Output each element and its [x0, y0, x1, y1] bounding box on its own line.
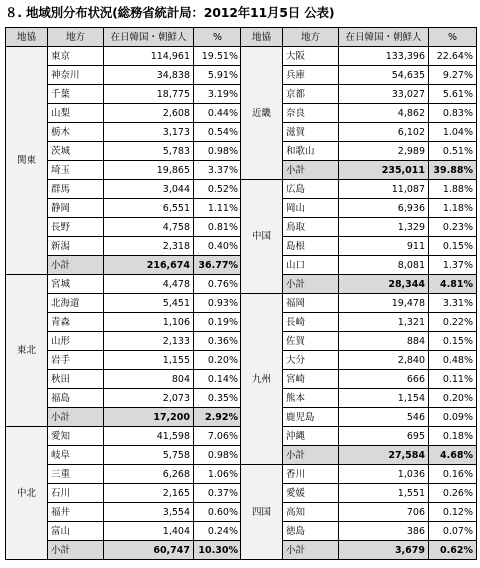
- prefecture-cell: 茨城: [48, 142, 104, 161]
- region-cell: 中国: [241, 180, 283, 294]
- population-cell: 1,404: [104, 522, 194, 541]
- percent-cell: 1.18%: [429, 199, 477, 218]
- population-cell: 4,478: [104, 275, 194, 294]
- prefecture-cell: 静岡: [48, 199, 104, 218]
- region-cell: 関東: [6, 47, 48, 275]
- percent-cell: 0.40%: [194, 237, 242, 256]
- prefecture-cell: 大分: [283, 351, 339, 370]
- prefecture-cell: 長野: [48, 218, 104, 237]
- population-cell: 3,173: [104, 123, 194, 142]
- population-cell: 6,268: [104, 465, 194, 484]
- prefecture-cell: 佐賀: [283, 332, 339, 351]
- percent-cell: 0.35%: [194, 389, 242, 408]
- prefecture-cell: 東京: [48, 47, 104, 66]
- prefecture-cell: 奈良: [283, 104, 339, 123]
- population-cell: 41,598: [104, 427, 194, 446]
- population-cell: 27,584: [339, 446, 429, 465]
- percent-cell: 1.06%: [194, 465, 242, 484]
- percent-cell: 0.98%: [194, 446, 242, 465]
- percent-cell: 0.81%: [194, 218, 242, 237]
- prefecture-cell: 秋田: [48, 370, 104, 389]
- population-cell: 1,321: [339, 313, 429, 332]
- prefecture-cell: 和歌山: [283, 142, 339, 161]
- population-cell: 3,044: [104, 180, 194, 199]
- population-cell: 804: [104, 370, 194, 389]
- percent-cell: 10.30%: [194, 541, 242, 560]
- percent-cell: 2.92%: [194, 408, 242, 427]
- percent-cell: 3.31%: [429, 294, 477, 313]
- percent-cell: 0.98%: [194, 142, 242, 161]
- prefecture-cell: 小計: [283, 541, 339, 560]
- population-cell: 54,635: [339, 66, 429, 85]
- prefecture-cell: 高知: [283, 503, 339, 522]
- prefecture-cell: 富山: [48, 522, 104, 541]
- percent-cell: 0.93%: [194, 294, 242, 313]
- header-population: 在日韓国・朝鮮人: [339, 28, 429, 47]
- population-cell: 706: [339, 503, 429, 522]
- prefecture-cell: 山口: [283, 256, 339, 275]
- percent-cell: 4.81%: [429, 275, 477, 294]
- percent-cell: 0.20%: [194, 351, 242, 370]
- population-cell: 6,936: [339, 199, 429, 218]
- percent-cell: 0.15%: [429, 332, 477, 351]
- prefecture-cell: 宮崎: [283, 370, 339, 389]
- percent-cell: 0.83%: [429, 104, 477, 123]
- percent-cell: 1.11%: [194, 199, 242, 218]
- prefecture-cell: 岡山: [283, 199, 339, 218]
- population-cell: 19,478: [339, 294, 429, 313]
- prefecture-cell: 新潟: [48, 237, 104, 256]
- prefecture-cell: 福岡: [283, 294, 339, 313]
- prefecture-cell: 愛媛: [283, 484, 339, 503]
- percent-cell: 0.60%: [194, 503, 242, 522]
- prefecture-cell: 広島: [283, 180, 339, 199]
- percent-cell: 4.68%: [429, 446, 477, 465]
- percent-cell: 0.37%: [194, 484, 242, 503]
- prefecture-cell: 大阪: [283, 47, 339, 66]
- population-cell: 19,865: [104, 161, 194, 180]
- population-cell: 33,027: [339, 85, 429, 104]
- percent-cell: 1.37%: [429, 256, 477, 275]
- table-header-row: [6, 28, 242, 47]
- prefecture-cell: 鹿児島: [283, 408, 339, 427]
- population-cell: 114,961: [104, 47, 194, 66]
- prefecture-cell: 宮城: [48, 275, 104, 294]
- prefecture-cell: 神奈川: [48, 66, 104, 85]
- percent-cell: 0.62%: [429, 541, 477, 560]
- prefecture-cell: 鳥取: [283, 218, 339, 237]
- header-prefecture: 地方: [48, 28, 104, 47]
- header-prefecture: 地方: [283, 28, 339, 47]
- percent-cell: 0.51%: [429, 142, 477, 161]
- percent-cell: 7.06%: [194, 427, 242, 446]
- percent-cell: 0.23%: [429, 218, 477, 237]
- population-cell: 1,036: [339, 465, 429, 484]
- percent-cell: 5.61%: [429, 85, 477, 104]
- percent-cell: 0.26%: [429, 484, 477, 503]
- population-cell: 1,155: [104, 351, 194, 370]
- population-cell: 6,102: [339, 123, 429, 142]
- prefecture-cell: 小計: [283, 275, 339, 294]
- region-cell: 四国: [241, 465, 283, 560]
- percent-cell: 0.20%: [429, 389, 477, 408]
- percent-cell: 36.77%: [194, 256, 242, 275]
- percent-cell: 0.22%: [429, 313, 477, 332]
- prefecture-cell: 岐阜: [48, 446, 104, 465]
- percent-cell: 39.88%: [429, 161, 477, 180]
- population-cell: 6,551: [104, 199, 194, 218]
- population-cell: 2,133: [104, 332, 194, 351]
- percent-cell: 3.37%: [194, 161, 242, 180]
- percent-cell: 1.88%: [429, 180, 477, 199]
- population-cell: 884: [339, 332, 429, 351]
- prefecture-cell: 京都: [283, 85, 339, 104]
- population-cell: 1,106: [104, 313, 194, 332]
- population-cell: 2,840: [339, 351, 429, 370]
- population-cell: 911: [339, 237, 429, 256]
- population-cell: 3,679: [339, 541, 429, 560]
- percent-cell: 0.36%: [194, 332, 242, 351]
- population-cell: 666: [339, 370, 429, 389]
- population-cell: 8,081: [339, 256, 429, 275]
- header-region: 地協: [241, 28, 283, 47]
- prefecture-cell: 滋賀: [283, 123, 339, 142]
- prefecture-cell: 北海道: [48, 294, 104, 313]
- population-cell: 1,551: [339, 484, 429, 503]
- population-cell: 5,758: [104, 446, 194, 465]
- percent-cell: 0.18%: [429, 427, 477, 446]
- percent-cell: 22.64%: [429, 47, 477, 66]
- percent-cell: 0.07%: [429, 522, 477, 541]
- prefecture-cell: 徳島: [283, 522, 339, 541]
- prefecture-cell: 長崎: [283, 313, 339, 332]
- prefecture-cell: 石川: [48, 484, 104, 503]
- population-cell: 34,838: [104, 66, 194, 85]
- percent-cell: 0.14%: [194, 370, 242, 389]
- prefecture-cell: 千葉: [48, 85, 104, 104]
- population-cell: 18,775: [104, 85, 194, 104]
- percent-cell: 19.51%: [194, 47, 242, 66]
- population-cell: 1,154: [339, 389, 429, 408]
- header-percent: %: [429, 28, 477, 47]
- prefecture-cell: 兵庫: [283, 66, 339, 85]
- population-cell: 2,165: [104, 484, 194, 503]
- table-row: [241, 294, 477, 313]
- header-population: 在日韓国・朝鮮人: [104, 28, 194, 47]
- percent-cell: 3.19%: [194, 85, 242, 104]
- percent-cell: 0.52%: [194, 180, 242, 199]
- region-cell: 九州: [241, 294, 283, 465]
- population-cell: 17,200: [104, 408, 194, 427]
- prefecture-cell: 熊本: [283, 389, 339, 408]
- page-title: ８. 地域別分布状況(総務省統計局：2012年11月5日 公表): [5, 5, 335, 20]
- prefecture-cell: 小計: [48, 408, 104, 427]
- population-cell: 695: [339, 427, 429, 446]
- population-cell: 4,862: [339, 104, 429, 123]
- percent-cell: 0.12%: [429, 503, 477, 522]
- left-distribution-table: [5, 27, 242, 560]
- population-cell: 235,011: [339, 161, 429, 180]
- population-cell: 546: [339, 408, 429, 427]
- prefecture-cell: 愛知: [48, 427, 104, 446]
- table-row: [241, 47, 477, 66]
- prefecture-cell: 山形: [48, 332, 104, 351]
- population-cell: 2,073: [104, 389, 194, 408]
- prefecture-cell: 小計: [283, 446, 339, 465]
- right-distribution-table: [240, 27, 477, 560]
- population-cell: 1,329: [339, 218, 429, 237]
- prefecture-cell: 福井: [48, 503, 104, 522]
- percent-cell: 0.11%: [429, 370, 477, 389]
- region-cell: 近畿: [241, 47, 283, 180]
- population-cell: 2,989: [339, 142, 429, 161]
- percent-cell: 0.09%: [429, 408, 477, 427]
- table-row: [241, 180, 477, 199]
- header-region: 地協: [6, 28, 48, 47]
- population-cell: 2,318: [104, 237, 194, 256]
- table-row: [6, 427, 242, 446]
- percent-cell: 1.04%: [429, 123, 477, 142]
- prefecture-cell: 島根: [283, 237, 339, 256]
- population-cell: 5,783: [104, 142, 194, 161]
- population-cell: 2,608: [104, 104, 194, 123]
- prefecture-cell: 群馬: [48, 180, 104, 199]
- population-cell: 28,344: [339, 275, 429, 294]
- percent-cell: 0.24%: [194, 522, 242, 541]
- percent-cell: 0.44%: [194, 104, 242, 123]
- prefecture-cell: 青森: [48, 313, 104, 332]
- percent-cell: 0.15%: [429, 237, 477, 256]
- population-cell: 3,554: [104, 503, 194, 522]
- prefecture-cell: 沖縄: [283, 427, 339, 446]
- prefecture-cell: 岩手: [48, 351, 104, 370]
- prefecture-cell: 小計: [48, 541, 104, 560]
- prefecture-cell: 三重: [48, 465, 104, 484]
- percent-cell: 0.48%: [429, 351, 477, 370]
- region-cell: 中北: [6, 427, 48, 560]
- table-row: [6, 275, 242, 294]
- population-cell: 60,747: [104, 541, 194, 560]
- percent-cell: 0.19%: [194, 313, 242, 332]
- prefecture-cell: 埼玉: [48, 161, 104, 180]
- prefecture-cell: 小計: [48, 256, 104, 275]
- prefecture-cell: 山梨: [48, 104, 104, 123]
- table-row: [6, 47, 242, 66]
- population-cell: 4,758: [104, 218, 194, 237]
- header-percent: %: [194, 28, 242, 47]
- population-cell: 216,674: [104, 256, 194, 275]
- prefecture-cell: 栃木: [48, 123, 104, 142]
- table-header-row: [241, 28, 477, 47]
- prefecture-cell: 小計: [283, 161, 339, 180]
- table-row: [241, 465, 477, 484]
- population-cell: 133,396: [339, 47, 429, 66]
- population-cell: 386: [339, 522, 429, 541]
- percent-cell: 0.76%: [194, 275, 242, 294]
- prefecture-cell: 福島: [48, 389, 104, 408]
- population-cell: 11,087: [339, 180, 429, 199]
- percent-cell: 0.54%: [194, 123, 242, 142]
- population-cell: 5,451: [104, 294, 194, 313]
- prefecture-cell: 香川: [283, 465, 339, 484]
- percent-cell: 5.91%: [194, 66, 242, 85]
- percent-cell: 9.27%: [429, 66, 477, 85]
- region-cell: 東北: [6, 275, 48, 427]
- percent-cell: 0.16%: [429, 465, 477, 484]
